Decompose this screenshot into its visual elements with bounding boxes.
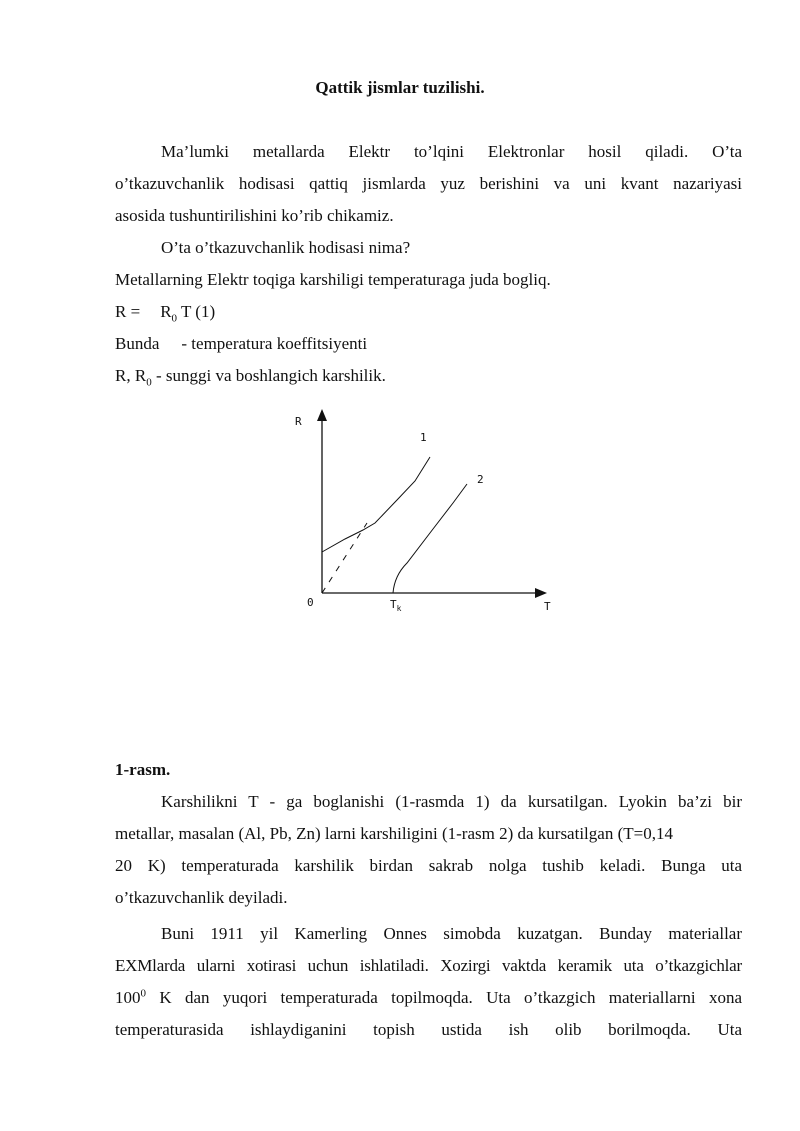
dashed-extrapolation-line	[322, 523, 367, 593]
text-line: metallar, masalan (Al, Pb, Zn) larni karshiligini (1-rasm 2) da kursatilgan (T=0,14	[115, 824, 673, 843]
text-line: Buni 1911 yil Kamerling Onnes simobda kuzatgan. Bunday materiallar	[161, 924, 742, 943]
formula-rest: T (1)	[177, 302, 216, 321]
degree-superscript: 0	[140, 987, 146, 1000]
text-segment: K dan yuqori temperaturada topilmoqda. Uta o’tkazgich materiallarni xona	[146, 988, 742, 1007]
formula-r: R	[160, 302, 172, 321]
x-axis-arrow-icon	[535, 588, 547, 598]
text-line: temperaturasida ishlaydiganini topish ustida ish olib borilmoqda. Uta	[115, 1020, 742, 1039]
text-line: 20 K) temperaturada karshilik birdan sakrab nolga tushib keladi. Bunga uta	[115, 856, 742, 875]
resistance-temperature-figure	[285, 405, 565, 620]
resistance-subscript: 0	[146, 376, 152, 389]
origin-label: 0	[307, 596, 314, 609]
document-title: Qattik jismlar tuzilishi.	[315, 78, 485, 97]
temperature-value: 100	[115, 988, 141, 1007]
text-line: Karshilikni T - ga boglanishi (1-rasmda 1) da kursatilgan. Lyokin ba’zi bir	[161, 792, 742, 811]
y-axis-arrow-icon	[317, 409, 327, 421]
paragraph-resistance	[115, 786, 742, 914]
tk-sub: k	[396, 604, 402, 613]
text-line: Ma’lumki metallarda Elektr to’lqini Elektronlar hosil qiladi. O’ta	[161, 142, 742, 161]
text-line: asosida tushuntirilishini ko’rib chikamiz.	[115, 206, 394, 225]
bunda-word: Bunda	[115, 334, 160, 353]
paragraph-intro	[115, 136, 742, 392]
formula-line	[115, 296, 742, 328]
resistance-line	[115, 360, 742, 392]
figure-caption: 1-rasm.	[115, 760, 171, 779]
bunda-rest: - temperatura koeffitsiyenti	[181, 334, 368, 353]
dependence-line: Metallarning Elektr toqiga karshiligi temperaturaga juda bogliq.	[115, 270, 551, 289]
formula-subscript: 0	[171, 312, 178, 325]
tk-main: T	[390, 598, 397, 611]
question-line: O’ta o’tkazuvchanlik hodisasi nima?	[161, 238, 411, 257]
curve-2-label: 2	[477, 473, 484, 486]
curve-1-line	[322, 457, 430, 552]
formula-lhs: R =	[115, 302, 141, 321]
text-line: EXMlarda ularni xotirasi uchun ishlatiladi. Xozirgi vaktda keramik uta o’tkazgichlar	[115, 956, 742, 975]
resistance-b: - sunggi va boshlangich karshilik.	[151, 366, 386, 385]
text-line: o’tkazuvchanlik deyiladi.	[115, 888, 288, 907]
x-axis-label: T	[544, 600, 551, 613]
resistance-a: R, R	[115, 366, 147, 385]
y-axis-label: R	[295, 415, 302, 428]
curve-1-label: 1	[420, 431, 427, 444]
text-line: o’tkazuvchanlik hodisasi qattiq jismlarda yuz berishini va uni kvant nazariyasi	[115, 174, 742, 193]
bunda-line	[115, 328, 742, 360]
curve-2-line	[393, 484, 467, 593]
text-line	[115, 982, 742, 1014]
paragraph-history	[115, 918, 742, 1046]
tk-label	[390, 598, 402, 613]
